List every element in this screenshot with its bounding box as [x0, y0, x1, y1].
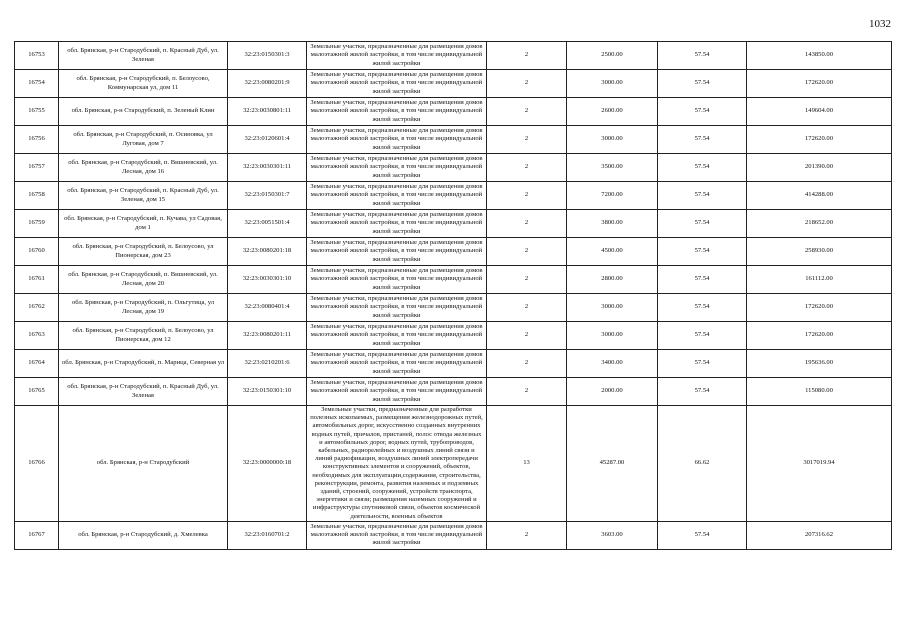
row-id-cell: 16765 — [15, 378, 59, 406]
table-row — [15, 521, 892, 549]
table-row — [15, 126, 892, 154]
cadastral-number-cell: 32:23:0051501:4 — [228, 210, 307, 238]
row-id-cell: 16766 — [15, 406, 59, 522]
cadastral-number-cell: 32:23:0030801:11 — [228, 98, 307, 126]
specific-value-cell: 57.54 — [658, 378, 747, 406]
cadastral-number-cell: 32:23:0080201:11 — [228, 322, 307, 350]
table-row — [15, 294, 892, 322]
cadastral-number-cell: 32:23:0080201:9 — [228, 70, 307, 98]
group-cell: 2 — [487, 266, 567, 294]
land-use-cell: Земельные участки, предназначенные для размещения домов малоэтажной жилой застройки, в том числе индивидуальной жилой застройки — [307, 98, 487, 126]
address-cell: обл. Брянская, р-н Стародубский, п. Красный Дуб, ул. Зеленая — [59, 378, 228, 406]
address-cell: обл. Брянская, р-н Стародубский, п. Ольгутица, ул Лесная, дом 19 — [59, 294, 228, 322]
row-id-cell: 16755 — [15, 98, 59, 126]
group-cell: 2 — [487, 182, 567, 210]
row-id-cell: 16754 — [15, 70, 59, 98]
address-cell: обл. Брянская, р-н Стародубский, п. Осиновка, ул Луговая, дом 7 — [59, 126, 228, 154]
cadastral-value-cell: 414288.00 — [747, 182, 892, 210]
cadastral-number-cell: 32:23:0150301:7 — [228, 182, 307, 210]
cadastral-number-cell: 32:23:0210201:6 — [228, 350, 307, 378]
group-cell: 2 — [487, 350, 567, 378]
group-cell: 2 — [487, 126, 567, 154]
address-cell: обл. Брянская, р-н Стародубский, п. Вишневский, ул. Лесная, дом 20 — [59, 266, 228, 294]
table-row — [15, 42, 892, 70]
row-id-cell: 16764 — [15, 350, 59, 378]
area-cell: 3000.00 — [567, 70, 658, 98]
address-cell: обл. Брянская, р-н Стародубский — [59, 406, 228, 522]
area-cell: 3000.00 — [567, 322, 658, 350]
table-row — [15, 70, 892, 98]
address-cell: обл. Брянская, р-н Стародубский, п. Белоусово, ул Пионерская, дом 23 — [59, 238, 228, 266]
cadastral-number-cell: 32:23:0160701:2 — [228, 521, 307, 549]
row-id-cell: 16759 — [15, 210, 59, 238]
land-use-cell: Земельные участки, предназначенные для размещения домов малоэтажной жилой застройки, в том числе индивидуальной жилой застройки — [307, 322, 487, 350]
specific-value-cell: 57.54 — [658, 210, 747, 238]
cadastral-value-cell: 172620.00 — [747, 70, 892, 98]
area-cell: 7200.00 — [567, 182, 658, 210]
cadastral-value-cell: 143850.00 — [747, 42, 892, 70]
cadastral-value-cell: 201390.00 — [747, 154, 892, 182]
area-cell: 3800.00 — [567, 210, 658, 238]
area-cell: 3500.00 — [567, 154, 658, 182]
table-row — [15, 406, 892, 522]
group-cell: 2 — [487, 210, 567, 238]
group-cell: 2 — [487, 322, 567, 350]
area-cell: 2600.00 — [567, 98, 658, 126]
group-cell: 2 — [487, 238, 567, 266]
land-use-cell: Земельные участки, предназначенные для размещения домов малоэтажной жилой застройки, в том числе индивидуальной жилой застройки — [307, 266, 487, 294]
address-cell: обл. Брянская, р-н Стародубский, п. Марица, Северная ул — [59, 350, 228, 378]
specific-value-cell: 57.54 — [658, 126, 747, 154]
cadastral-value-cell: 172620.00 — [747, 126, 892, 154]
specific-value-cell: 57.54 — [658, 70, 747, 98]
specific-value-cell: 57.54 — [658, 266, 747, 294]
land-use-cell: Земельные участки, предназначенные для размещения домов малоэтажной жилой застройки, в том числе индивидуальной жилой застройки — [307, 521, 487, 549]
cadastral-value-cell: 172620.00 — [747, 294, 892, 322]
specific-value-cell: 57.54 — [658, 98, 747, 126]
land-use-cell: Земельные участки, предназначенные для размещения домов малоэтажной жилой застройки, в том числе индивидуальной жилой застройки — [307, 350, 487, 378]
land-use-cell: Земельные участки, предназначенные для размещения домов малоэтажной жилой застройки, в том числе индивидуальной жилой застройки — [307, 70, 487, 98]
cadastral-number-cell: 32:23:0150301:10 — [228, 378, 307, 406]
row-id-cell: 16767 — [15, 521, 59, 549]
cadastral-value-cell: 195636.00 — [747, 350, 892, 378]
specific-value-cell: 57.54 — [658, 350, 747, 378]
group-cell: 2 — [487, 70, 567, 98]
table-row — [15, 350, 892, 378]
cadastral-number-cell: 32:23:0030301:10 — [228, 266, 307, 294]
table-row — [15, 266, 892, 294]
area-cell: 45287.00 — [567, 406, 658, 522]
table-row — [15, 322, 892, 350]
group-cell: 2 — [487, 42, 567, 70]
specific-value-cell: 57.54 — [658, 521, 747, 549]
land-use-cell: Земельные участки, предназначенные для размещения домов малоэтажной жилой застройки, в том числе индивидуальной жилой застройки — [307, 154, 487, 182]
row-id-cell: 16756 — [15, 126, 59, 154]
address-cell: обл. Брянская, р-н Стародубский, п. Красный Дуб, ул. Зеленая, дом 15 — [59, 182, 228, 210]
land-use-cell: Земельные участки, предназначенные для разработки полезных ископаемых, размещения железнодорожных путей, автомобильных дорог, искусственно созданных внутренних водных путей, причалов, пристаней, полос отвода железных и автомобильных дорог, водных путей, трубопроводов, кабельных, радиорелейных и воздушных линий связи и линий радиофикации, воздушных линий электропередачи конструктивных элементов и сооружений, объектов, необходимых для эксплуатации,содержания, строительства, реконструкции, ремонта, развития наземных и подземных зданий, строений, сооружений, устройств транспорта, энергетики и связи; размещения наземных сооружений и инфраструктуры спутниковой связи, объектов космической деятельности, военных объектов — [307, 406, 487, 522]
land-use-cell: Земельные участки, предназначенные для размещения домов малоэтажной жилой застройки, в том числе индивидуальной жилой застройки — [307, 182, 487, 210]
specific-value-cell: 57.54 — [658, 238, 747, 266]
land-use-cell: Земельные участки, предназначенные для размещения домов малоэтажной жилой застройки, в том числе индивидуальной жилой застройки — [307, 210, 487, 238]
row-id-cell: 16753 — [15, 42, 59, 70]
row-id-cell: 16757 — [15, 154, 59, 182]
area-cell: 3603.00 — [567, 521, 658, 549]
table-row — [15, 378, 892, 406]
address-cell: обл. Брянская, р-н Стародубский, п. Вишневский, ул. Лесная, дом 16 — [59, 154, 228, 182]
specific-value-cell: 57.54 — [658, 154, 747, 182]
area-cell: 3000.00 — [567, 126, 658, 154]
cadastral-value-cell: 161112.00 — [747, 266, 892, 294]
address-cell: обл. Брянская, р-н Стародубский, п. Красный Дуб, ул. Зеленая — [59, 42, 228, 70]
land-use-cell: Земельные участки, предназначенные для размещения домов малоэтажной жилой застройки, в том числе индивидуальной жилой застройки — [307, 126, 487, 154]
cadastral-value-cell: 3017019.94 — [747, 406, 892, 522]
row-id-cell: 16760 — [15, 238, 59, 266]
address-cell: обл. Брянская, р-н Стародубский, п. Белоусово, ул Пионерская, дом 12 — [59, 322, 228, 350]
specific-value-cell: 66.62 — [658, 406, 747, 522]
area-cell: 2500.00 — [567, 42, 658, 70]
cadastral-number-cell: 32:23:0030301:11 — [228, 154, 307, 182]
area-cell: 2000.00 — [567, 378, 658, 406]
cadastral-value-cell: 172620.00 — [747, 322, 892, 350]
group-cell: 2 — [487, 521, 567, 549]
cadastral-value-cell: 258930.00 — [747, 238, 892, 266]
row-id-cell: 16761 — [15, 266, 59, 294]
specific-value-cell: 57.54 — [658, 322, 747, 350]
row-id-cell: 16763 — [15, 322, 59, 350]
table-row — [15, 154, 892, 182]
specific-value-cell: 57.54 — [658, 294, 747, 322]
table-row — [15, 238, 892, 266]
cadastral-number-cell: 32:23:0080201:18 — [228, 238, 307, 266]
specific-value-cell: 57.54 — [658, 42, 747, 70]
cadastral-value-table — [14, 41, 892, 550]
row-id-cell: 16762 — [15, 294, 59, 322]
cadastral-number-cell: 32:23:0000000:18 — [228, 406, 307, 522]
area-cell: 2800.00 — [567, 266, 658, 294]
land-use-cell: Земельные участки, предназначенные для размещения домов малоэтажной жилой застройки, в том числе индивидуальной жилой застройки — [307, 42, 487, 70]
group-cell: 13 — [487, 406, 567, 522]
row-id-cell: 16758 — [15, 182, 59, 210]
group-cell: 2 — [487, 154, 567, 182]
table-row — [15, 182, 892, 210]
area-cell: 3000.00 — [567, 294, 658, 322]
group-cell: 2 — [487, 294, 567, 322]
address-cell: обл. Брянская, р-н Стародубский, п. Зеленый Клин — [59, 98, 228, 126]
cadastral-number-cell: 32:23:0150301:3 — [228, 42, 307, 70]
address-cell: обл. Брянская, р-н Стародубский, п. Кучава, ул Садовая, дом 1 — [59, 210, 228, 238]
group-cell: 2 — [487, 98, 567, 126]
land-use-cell: Земельные участки, предназначенные для размещения домов малоэтажной жилой застройки, в том числе индивидуальной жилой застройки — [307, 378, 487, 406]
address-cell: обл. Брянская, р-н Стародубский, д. Хмелевка — [59, 521, 228, 549]
area-cell: 3400.00 — [567, 350, 658, 378]
cadastral-number-cell: 32:23:0120601:4 — [228, 126, 307, 154]
table-row — [15, 98, 892, 126]
cadastral-value-cell: 149604.00 — [747, 98, 892, 126]
cadastral-value-cell: 207316.62 — [747, 521, 892, 549]
cadastral-value-cell: 218652.00 — [747, 210, 892, 238]
page-number: 1032 — [869, 18, 891, 30]
group-cell: 2 — [487, 378, 567, 406]
table-row — [15, 210, 892, 238]
land-use-cell: Земельные участки, предназначенные для размещения домов малоэтажной жилой застройки, в том числе индивидуальной жилой застройки — [307, 238, 487, 266]
land-use-cell: Земельные участки, предназначенные для размещения домов малоэтажной жилой застройки, в том числе индивидуальной жилой застройки — [307, 294, 487, 322]
cadastral-number-cell: 32:23:0080401:4 — [228, 294, 307, 322]
address-cell: обл. Брянская, р-н Стародубский, п. Белоусово, Коммунарская ул, дом 11 — [59, 70, 228, 98]
area-cell: 4500.00 — [567, 238, 658, 266]
cadastral-value-cell: 115080.00 — [747, 378, 892, 406]
specific-value-cell: 57.54 — [658, 182, 747, 210]
